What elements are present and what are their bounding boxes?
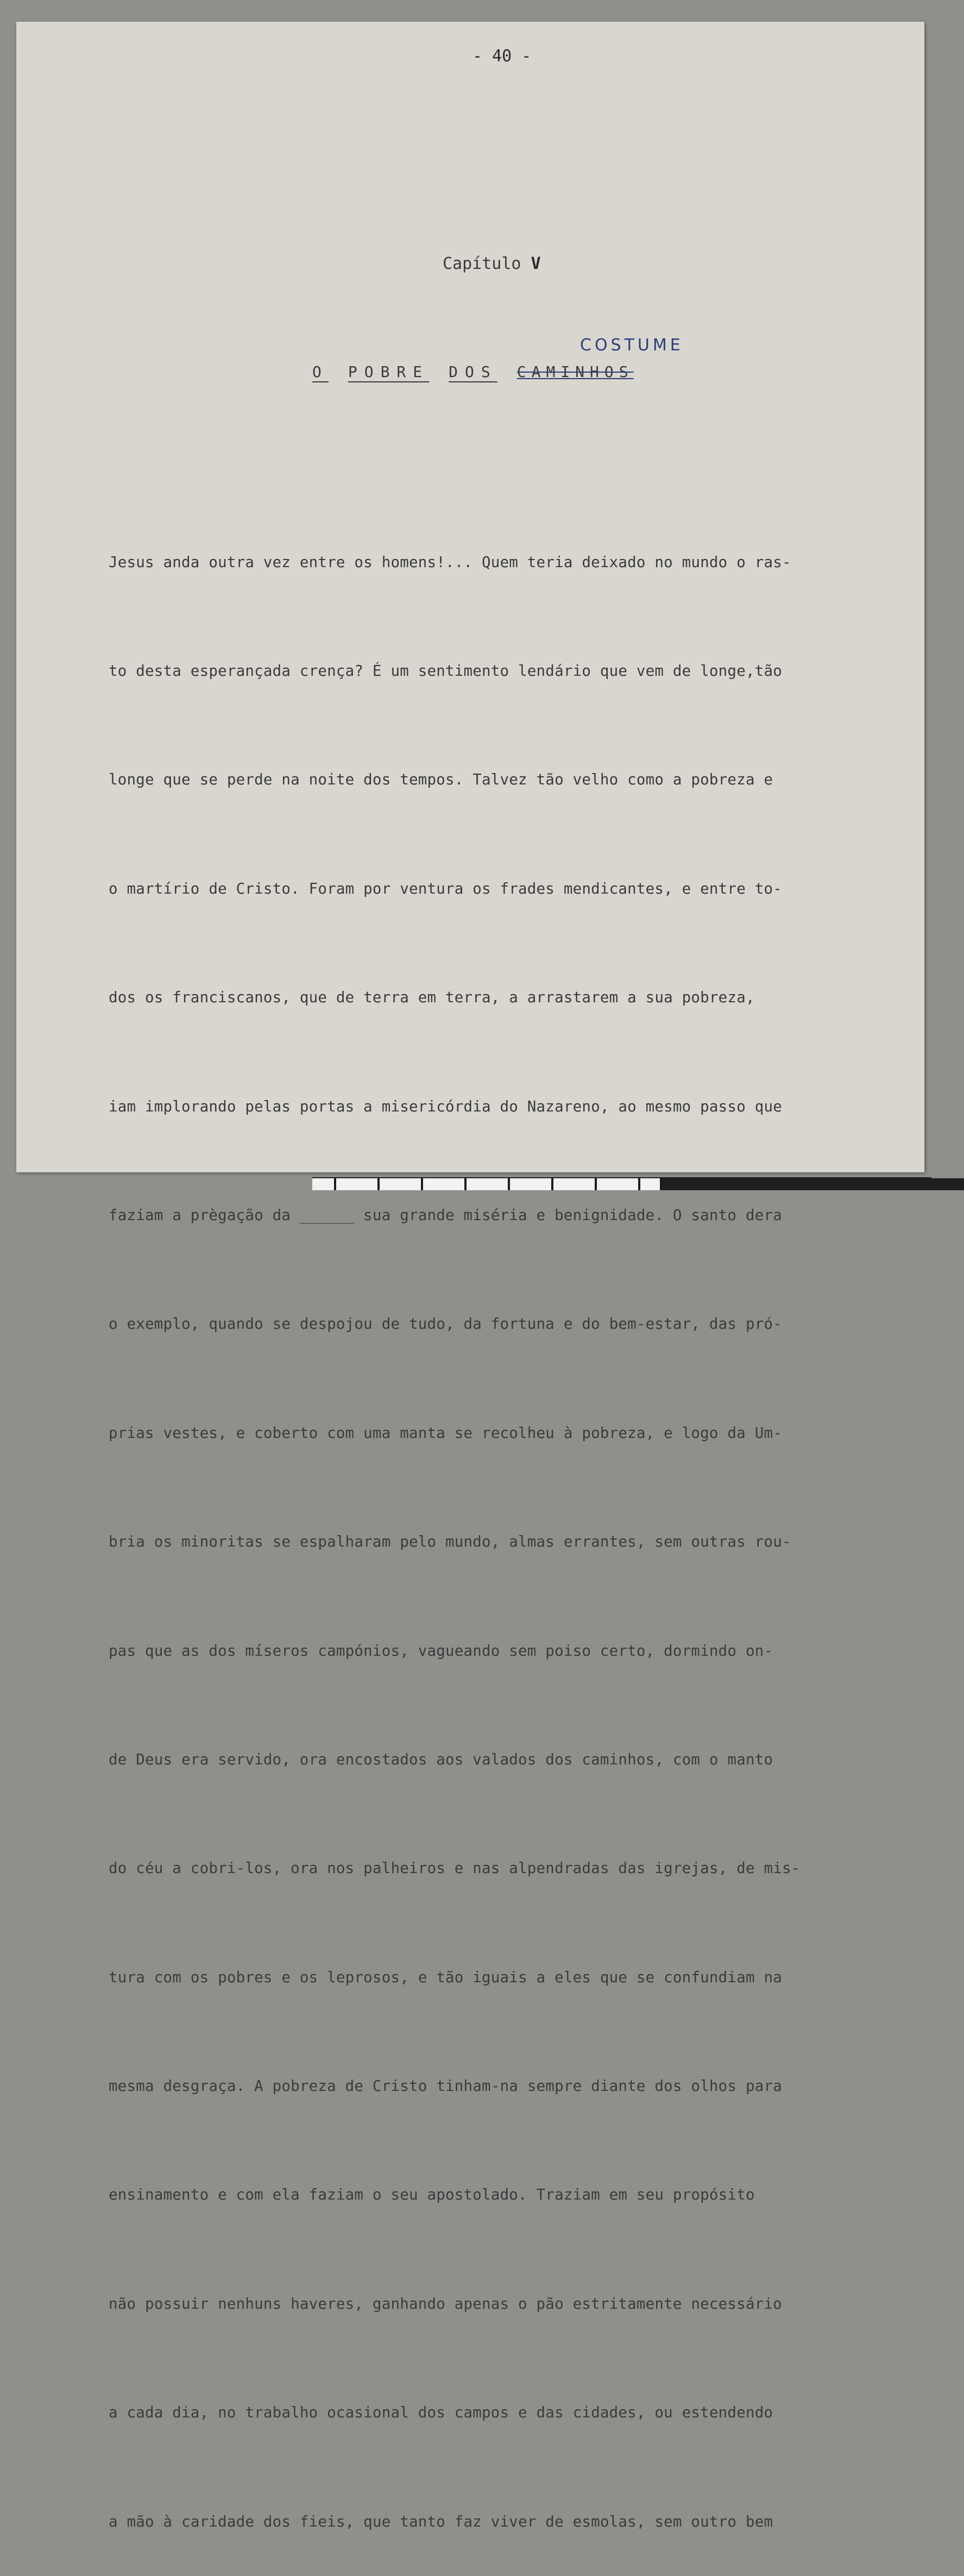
text-line: longe que se perde na noite dos tempos. Talvez tão velho como a pobreza e bbox=[109, 771, 773, 789]
chapter-title bbox=[312, 363, 634, 381]
page-number: - 40 - bbox=[472, 47, 532, 66]
title-word: O bbox=[312, 363, 329, 381]
text-line: to desta esperançada crença? É um sentimento lendário que vem de longe,tão bbox=[109, 662, 782, 680]
text-line: faziam a prègação da ______ sua grande miséria e benignidade. O santo dera bbox=[109, 1206, 782, 1224]
text-line: não possuir nenhuns haveres, ganhando apenas o pão estritamente necessário bbox=[109, 2295, 782, 2313]
text-line: tura com os pobres e os leprosos, e tão iguais a eles que se confundiam na bbox=[109, 1968, 782, 1986]
title-word: POBRE bbox=[348, 363, 430, 381]
text-line: dos os franciscanos, que de terra em terra, a arrastarem a sua pobreza, bbox=[109, 989, 755, 1007]
color-scale-bar bbox=[312, 1177, 931, 1190]
text-line: do céu a cobri-los, ora nos palheiros e nas alpendradas das igrejas, de mis- bbox=[109, 1859, 801, 1877]
text-line: a mão à caridade dos fieis, que tanto faz viver de esmolas, sem outro bem bbox=[109, 2512, 773, 2530]
text-line: pas que as dos míseros campónios, vagueando sem poiso certo, dormindo on- bbox=[109, 1642, 773, 1660]
text-line: iam implorando pelas portas a misericórdia do Nazareno, ao mesmo passo que bbox=[109, 1097, 782, 1115]
text-line: Jesus anda outra vez entre os homens!... Quem teria deixado no mundo o ras- bbox=[109, 553, 791, 571]
chapter-numeral: V bbox=[531, 254, 541, 273]
handwritten-correction: COSTUME bbox=[580, 336, 684, 355]
text-line: o martírio de Cristo. Foram por ventura os frades mendicantes, e entre to- bbox=[109, 879, 782, 897]
text-line: de Deus era servido, ora encostados aos valados dos caminhos, com o manto bbox=[109, 1750, 773, 1768]
chapter-label: Capítulo bbox=[443, 254, 521, 273]
text-line: prias vestes, e coberto com uma manta se recolheu à pobreza, e logo da Um- bbox=[109, 1424, 782, 1442]
body-text bbox=[109, 472, 923, 2576]
text-line: mesma desgraça. A pobreza de Cristo tinham-na sempre diante dos olhos para bbox=[109, 2077, 782, 2095]
title-word: DOS bbox=[449, 363, 497, 381]
struck-title-word: CAMINHOS bbox=[516, 363, 634, 381]
text-line: o exemplo, quando se despojou de tudo, da fortuna e do bem-estar, das pró- bbox=[109, 1315, 782, 1333]
text-line: bria os minoritas se espalharam pelo mundo, almas errantes, sem outras rou- bbox=[109, 1533, 791, 1551]
text-line: ensinamento e com ela faziam o seu apostolado. Traziam em seu propósito bbox=[109, 2186, 755, 2204]
scale-segment bbox=[660, 1178, 964, 1190]
text-line: a cada dia, no trabalho ocasional dos campos e das cidades, ou estendendo bbox=[109, 2404, 773, 2422]
chapter-heading bbox=[443, 254, 541, 273]
